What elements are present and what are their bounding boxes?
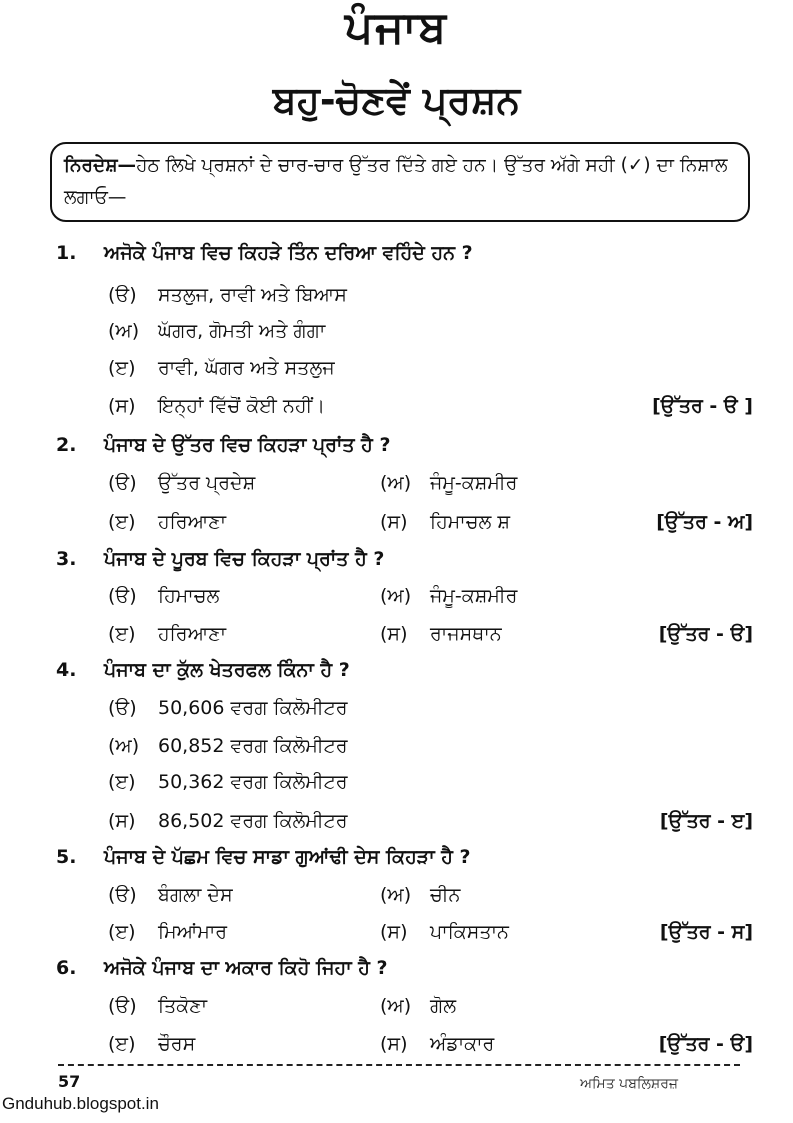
option-5b: (ਅ) ਚੀਨ [380, 884, 461, 906]
question-2 [56, 434, 390, 456]
instructions-text: ਹੇਠ ਲਿਖੇ ਪ੍ਰਸ਼ਨਾਂ ਦੇ ਚਾਰ-ਚਾਰ ਉੱਤਰ ਦਿੱਤੇ ਗਏ ਹਨ। ਉੱਤਰ ਅੱਗੇ ਸਹੀ (✓) ਦਾ ਨਿਸ਼ਾਲ ਲਗਾਓ— [64, 155, 728, 208]
question-text: ਪੰਜਾਬ ਦਾ ਕੁੱਲ ਖੇਤਰਫਲ ਕਿੰਨਾ ਹੈ ? [104, 659, 350, 681]
question-number: 2. [56, 434, 77, 456]
question-number: 3. [56, 548, 77, 570]
answer-2: [ਉੱਤਰ - ਅ] [656, 511, 753, 533]
site-watermark: Gnduhub.blogspot.in [2, 1094, 159, 1113]
option-3d: (ਸ) ਰਾਜਸਥਾਨ [380, 623, 502, 645]
option-1a: (ੳ) ਸਤਲੁਜ, ਰਾਵੀ ਅਤੇ ਬਿਆਸ [108, 284, 347, 306]
option-6b: (ਅ) ਗੋਲ [380, 995, 457, 1017]
option-1b: (ਅ) ਘੱਗਰ, ਗੋਮਤੀ ਅਤੇ ਗੰਗਾ [108, 320, 326, 342]
option-4c: (ੲ) 50,362 ਵਰਗ ਕਿਲੋਮੀਟਰ [108, 771, 348, 793]
answer-5: [ਉੱਤਰ - ਸ] [659, 921, 753, 943]
option-4a: (ੳ) 50,606 ਵਰਗ ਕਿਲੋਮੀਟਰ [108, 697, 348, 719]
question-text: ਪੰਜਾਬ ਦੇ ਪੱਛਮ ਵਿਚ ਸਾਡਾ ਗੁਆਂਢੀ ਦੇਸ ਕਿਹੜਾ ਹੈ ? [104, 846, 471, 868]
question-text: ਅਜੋਕੇ ਪੰਜਾਬ ਦਾ ਅਕਾਰ ਕਿਹੋ ਜਿਹਾ ਹੈ ? [104, 957, 388, 979]
answer-6: [ਉੱਤਰ - ੳ] [658, 1033, 753, 1055]
option-4d: (ਸ) 86,502 ਵਰਗ ਕਿਲੋਮੀਟਰ [108, 810, 348, 832]
question-number: 6. [56, 957, 77, 979]
answer-1: [ਉੱਤਰ - ੳ ] [652, 395, 753, 417]
question-number: 5. [56, 846, 77, 868]
instructions-box [50, 142, 750, 222]
option-5c: (ੲ) ਮਿਆਂਮਾਰ [108, 921, 228, 943]
question-4 [56, 659, 350, 681]
option-6a: (ੳ) ਤਿਕੋਣਾ [108, 995, 208, 1017]
page-title: ਪੰਜਾਬ [344, 2, 449, 53]
option-5d: (ਸ) ਪਾਕਿਸਤਾਨ [380, 921, 509, 943]
answer-4: [ਉੱਤਰ - ੲ] [659, 810, 753, 832]
question-3 [56, 548, 384, 570]
option-4b: (ਅ) 60,852 ਵਰਗ ਕਿਲੋਮੀਟਰ [108, 735, 348, 757]
question-number: 1. [56, 242, 77, 264]
option-5a: (ੳ) ਬੰਗਲਾ ਦੇਸ [108, 884, 233, 906]
option-6d: (ਸ) ਅੰਡਾਕਾਰ [380, 1033, 495, 1055]
answer-3: [ਉੱਤਰ - ੳ] [658, 623, 753, 645]
question-6 [56, 957, 388, 979]
publisher-name: ਅਮਿਤ ਪਬਲਿਸ਼ਰਜ਼ [580, 1076, 679, 1092]
option-2a: (ੳ) ਉੱਤਰ ਪ੍ਰਦੇਸ਼ [108, 472, 256, 494]
option-3b: (ਅ) ਜੰਮੂ-ਕਸ਼ਮੀਰ [380, 585, 518, 607]
option-1d: (ਸ) ਇਨ੍ਹਾਂ ਵਿੱਚੋਂ ਕੋਈ ਨਹੀਂ। [108, 395, 326, 417]
option-2b: (ਅ) ਜੰਮੂ-ਕਸ਼ਮੀਰ [380, 472, 518, 494]
question-text: ਅਜੋਕੇ ਪੰਜਾਬ ਵਿਚ ਕਿਹੜੇ ਤਿੰਨ ਦਰਿਆ ਵਹਿੰਦੇ ਹਨ ? [104, 242, 473, 264]
option-2c: (ੲ) ਹਰਿਆਣਾ [108, 511, 227, 533]
option-2d: (ਸ) ਹਿਮਾਚਲ ਸ਼ [380, 511, 511, 533]
page-subtitle: ਬਹੁ-ਚੋਣਵੇਂ ਪ੍ਰਸ਼ਨ [272, 78, 521, 122]
instructions-label: ਨਿਰਦੇਸ਼— [64, 155, 137, 176]
option-6c: (ੲ) ਚੌਰਸ [108, 1033, 196, 1055]
option-3c: (ੲ) ਹਰਿਆਣਾ [108, 623, 227, 645]
option-3a: (ੳ) ਹਿਮਾਚਲ [108, 585, 220, 607]
question-number: 4. [56, 659, 77, 681]
question-text: ਪੰਜਾਬ ਦੇ ਉੱਤਰ ਵਿਚ ਕਿਹੜਾ ਪ੍ਰਾਂਤ ਹੈ ? [104, 434, 391, 456]
option-1c: (ੲ) ਰਾਵੀ, ਘੱਗਰ ਅਤੇ ਸਤਲੁਜ [108, 357, 335, 379]
question-5 [56, 846, 471, 868]
page-number: 57 [58, 1072, 81, 1091]
question-1 [56, 242, 473, 264]
footer-divider [58, 1064, 740, 1066]
question-text: ਪੰਜਾਬ ਦੇ ਪੂਰਬ ਵਿਚ ਕਿਹੜਾ ਪ੍ਰਾਂਤ ਹੈ ? [104, 548, 385, 570]
